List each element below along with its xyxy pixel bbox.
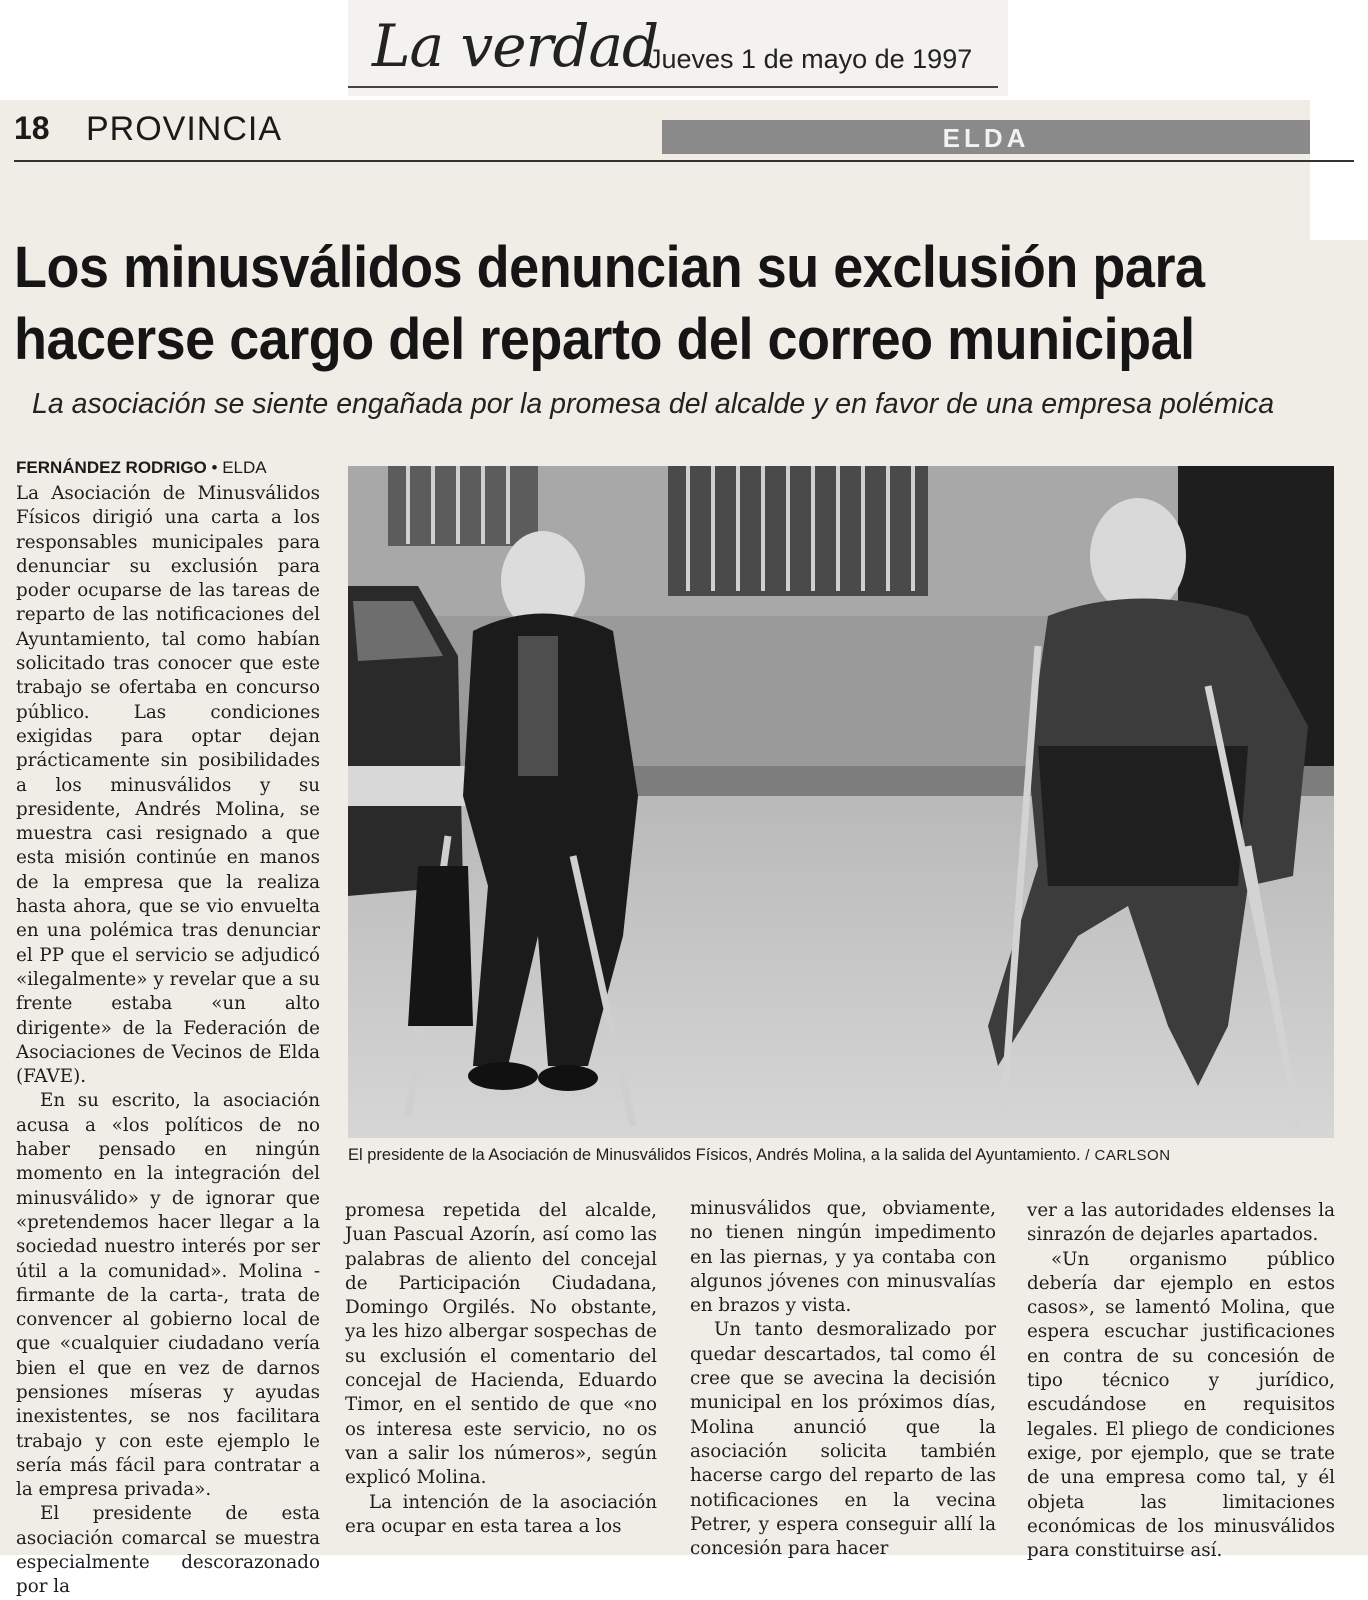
photo-credit: / CARLSON [1080,1147,1171,1164]
locality-banner: ELDA [662,120,1310,154]
article-paragraph: promesa repetida del alcalde, Juan Pascual Azorín, así como las palabras de aliento del concejal de Participación Ciudadana, Domingo Orgilés. No obstante, ya les hizo albergar sospechas de su exclusión el comentario del concejal de Hacienda, Eduardo Timor, en el sentido de que «no os interesa este servicio, no os van a salir los números», según explicó Molina. [345,1200,657,1489]
news-photo [348,466,1334,1138]
masthead [348,0,1008,96]
photo-illustration [348,466,1334,1138]
article-column-1 [16,482,320,1600]
section-name: PROVINCIA [86,110,283,148]
photo-caption [348,1146,1338,1165]
article-paragraph: ver a las autoridades eldenses la sinrazón de dejarles apartados. [1027,1200,1335,1246]
article-column-4 [1027,1199,1335,1563]
article-paragraph: La Asociación de Minusválidos Físicos dirigió una carta a los responsables municipales para denunciar su exclusión para poder ocuparse de las tareas de reparto de las notificaciones del Ayuntamiento, tal como habían solicitado tras conocer que este trabajo se ofertaba en concurso público. Las condiciones exigidas para optar dejan prácticamente sin posibilidades a los minusválidos y su presidente, Andrés Molina, se muestra casi resignado a que esta misión continúe en manos de la empresa que la realiza hasta ahora, que se vio envuelta en una polémica tras denunciar el PP que el servicio se adjudicó «ilegalmente» y revelar que a su frente estaba «un alto dirigente» de la Federación de Asociaciones de Vecinos de Elda (FAVE). [16,483,320,1088]
byline-separator: • [206,458,223,477]
publication-date: Jueves 1 de mayo de 1997 [648,44,973,74]
article-column-2 [345,1199,657,1539]
byline-author: FERNÁNDEZ RODRIGO [16,458,207,477]
article-paragraph: El presidente de esta asociación comarcal se muestra especialmente descorazonado por la [16,1503,320,1598]
newspaper-title: La verdad [372,12,659,80]
article-paragraph: En su escrito, la asociación acusa a «los políticos de no haber pensado en ningún momento en la integración del minusválido» y de ignorar que «pretendemos hacer llegar a la sociedad nuestro interés por ser útil a la comunidad». Molina -firmante de la carta-, trata de convencer al gobierno local de que «cualquier ciudadano vería bien el que en vez de darnos pensiones míseras y ayudas inexistentes, se nos facilitara trabajo y con este ejemplo le sería más fácil para contratar a la empresa privada». [16,1090,320,1501]
article-column-3 [690,1197,996,1561]
article-paragraph: Un tanto desmoralizado por quedar descartados, tal como él cree que se avecina la decisión municipal en los próximos días, Molina anunció que la asociación solicita también hacerse cargo del reparto de las notificaciones en la vecina Petrer, y espera conseguir allí la concesión para hacer [690,1319,996,1560]
article-paragraph: «Un organismo público debería dar ejemplo en estos casos», se lamentó Molina, que espera escuchar justificaciones en contra de su concesión de tipo técnico y jurídico, escudándose en requisitos legales. El pliego de condiciones exige, por ejemplo, que se trate de una empresa como tal, y él objeta las limitaciones económicas de los minusválidos para constituirse así. [1027,1248,1335,1562]
masthead-rule [348,86,998,88]
article-paragraph: La intención de la asociación era ocupar en esta tarea a los [345,1491,657,1537]
header-rule [14,160,1354,162]
article-paragraph: minusválidos que, obviamente, no tienen ningún impedimento en las piernas, y ya contaba con algunos jóvenes con minusvalías en brazos y vista. [690,1198,996,1317]
byline-place: ELDA [222,458,267,477]
headline [14,232,1260,376]
caption-text: El presidente de la Asociación de Minusválidos Físicos, Andrés Molina, a la salida del Ayuntamiento. [348,1146,1081,1164]
headline-line-1: Los minusválidos denuncian su exclusión para [14,235,1205,300]
page-number: 18 [14,110,50,146]
subheadline: La asociación se siente engañada por la promesa del alcalde y en favor de una empresa polémica [32,388,1275,420]
byline [16,458,267,478]
headline-line-2: hacerse cargo del reparto del correo municipal [14,307,1195,372]
clipping-cut-edge [1310,100,1368,240]
